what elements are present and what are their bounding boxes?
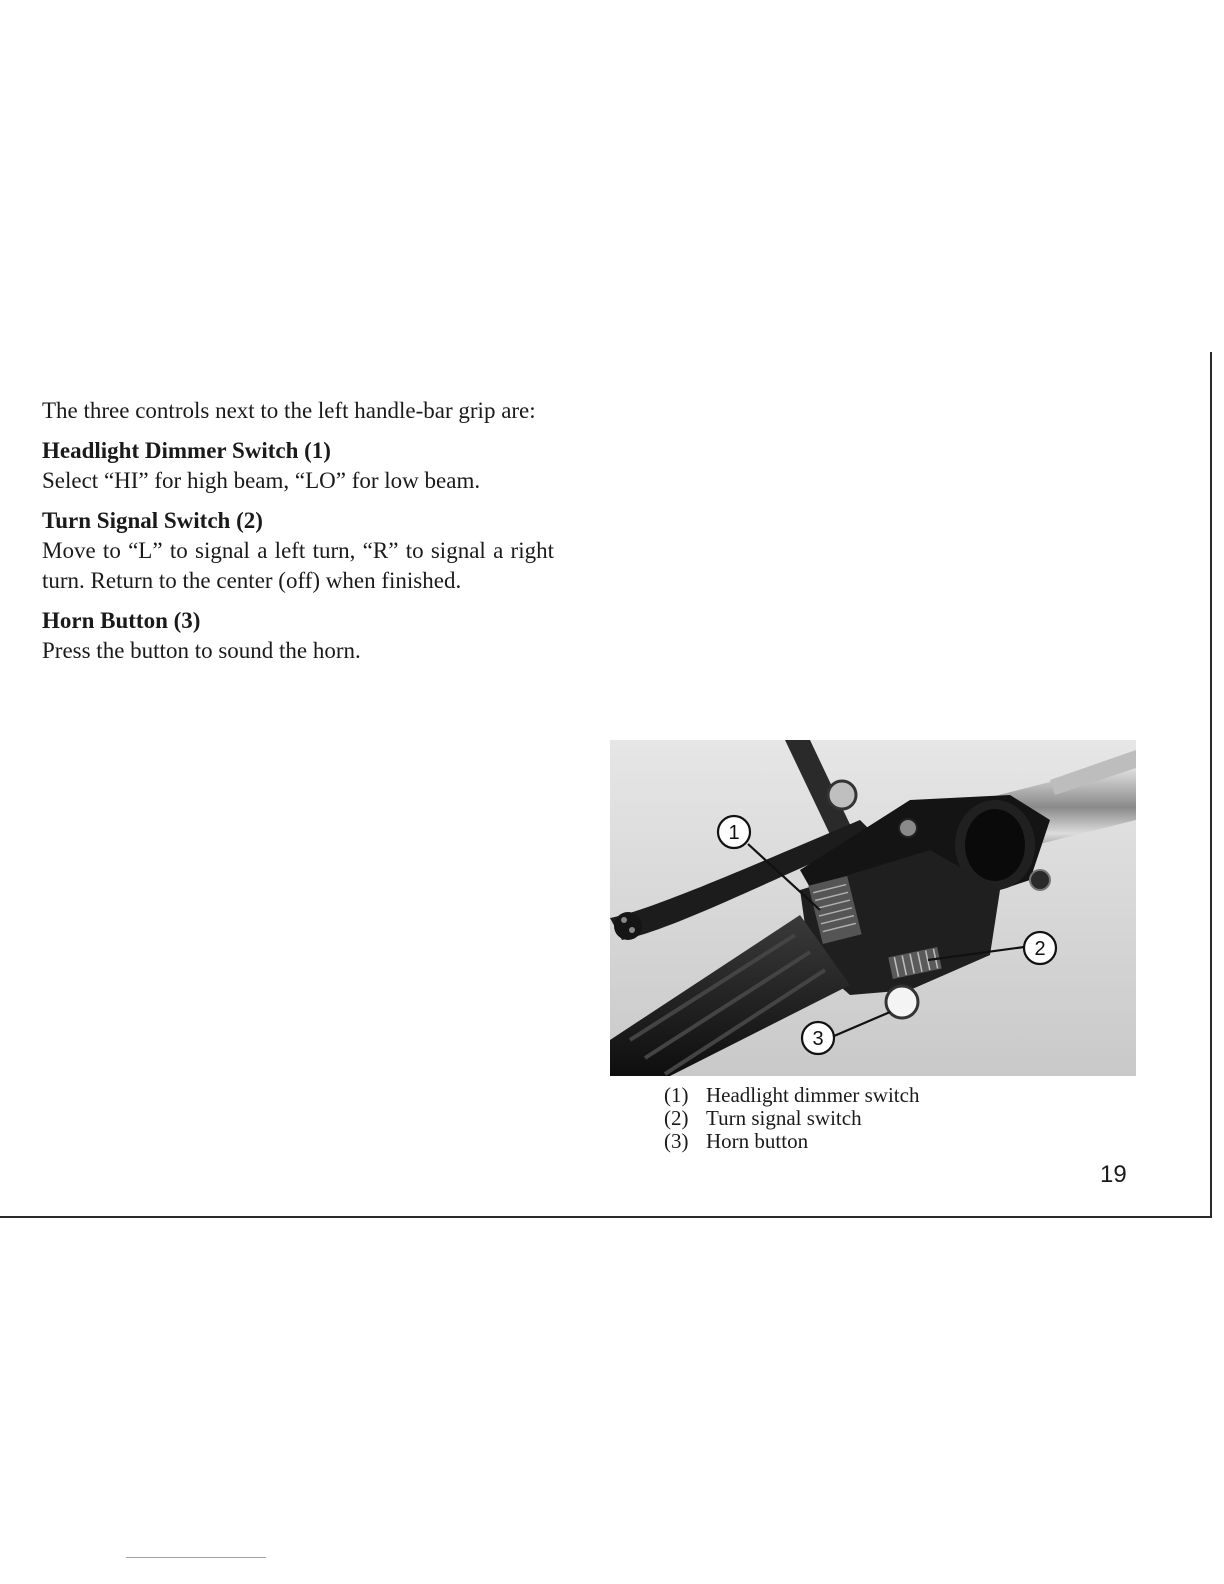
- page-bottom-rule: [0, 1216, 1212, 1218]
- caption-number: (1): [664, 1083, 689, 1107]
- page-number: 19: [1100, 1161, 1127, 1188]
- caption-label: Headlight dimmer switch: [706, 1083, 920, 1107]
- caption-label: Horn button: [706, 1129, 809, 1153]
- scan-artifact-line: [126, 1557, 266, 1558]
- caption-label: Turn signal switch: [706, 1106, 862, 1130]
- text-column: [42, 396, 554, 676]
- caption-row: [664, 1130, 919, 1153]
- page-edge-rule: [1210, 352, 1212, 1218]
- section-body-turn-signal: Move to “L” to signal a left turn, “R” to signal a right turn. Return to the center (off) when finished.: [42, 538, 554, 593]
- caption-number: (3): [664, 1129, 689, 1153]
- callout-2: 2: [1034, 938, 1046, 960]
- section-heading-horn: Horn Button (3): [42, 608, 201, 633]
- section-body-horn: Press the button to sound the horn.: [42, 638, 361, 663]
- callout-3: 3: [812, 1028, 824, 1050]
- caption-row: [664, 1107, 919, 1130]
- section-heading-turn-signal: Turn Signal Switch (2): [42, 508, 263, 533]
- handlebar-controls-photo: [610, 740, 1136, 1076]
- section-body-dimmer: Select “HI” for high beam, “LO” for low beam.: [42, 468, 481, 493]
- section-heading-dimmer: Headlight Dimmer Switch (1): [42, 438, 331, 463]
- figure-captions: [664, 1084, 919, 1153]
- caption-row: [664, 1084, 919, 1107]
- caption-number: (2): [664, 1106, 689, 1130]
- intro-paragraph: The three controls next to the left handle-bar grip are:: [42, 398, 536, 423]
- callout-1: 1: [728, 822, 740, 844]
